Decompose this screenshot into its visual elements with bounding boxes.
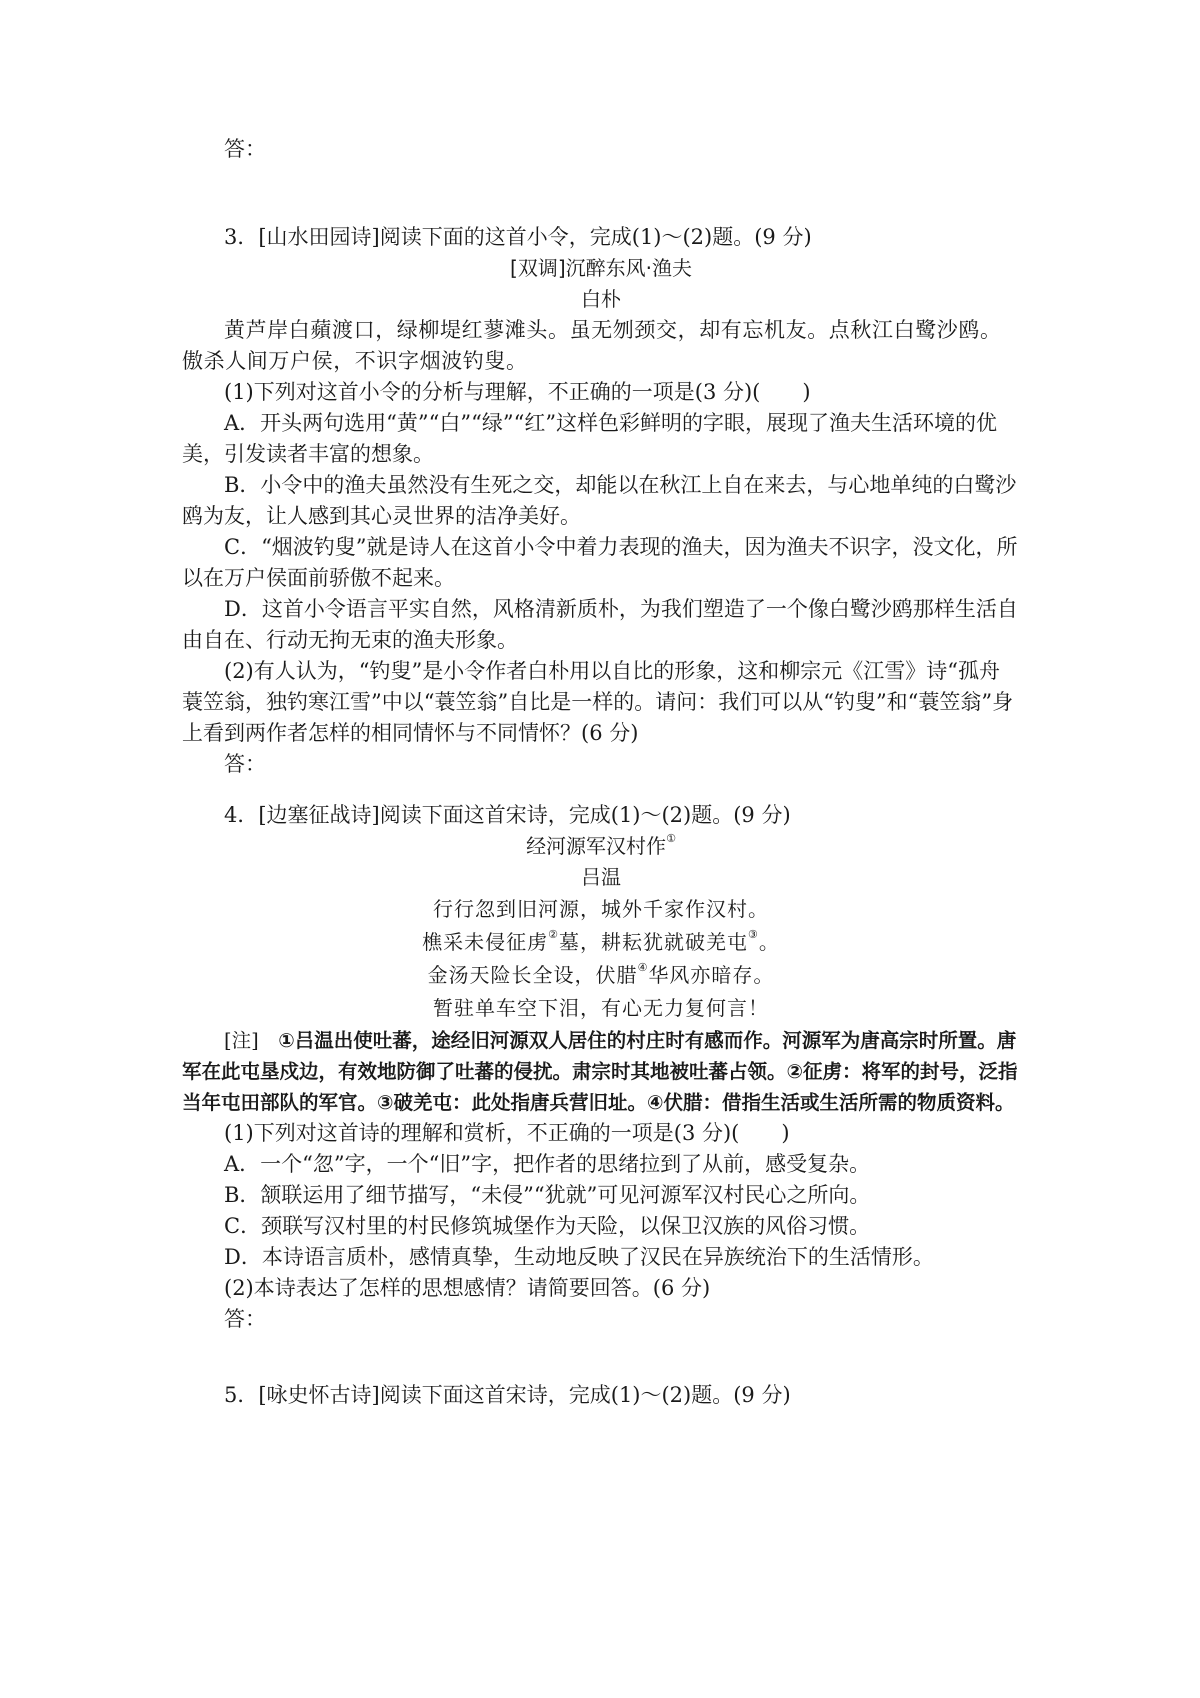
option-a: A．开头两句选用“黄”“白”“绿”“红”这样色彩鲜明的字眼，展现了渔夫生活环境的优美，引发读者丰富的想象。: [182, 411, 998, 466]
poem-body: [182, 893, 1020, 1025]
option-c: C．“烟波钓叟”就是诗人在这首小令中着力表现的渔夫，因为渔夫不识字，没文化，所以在万户侯面前骄傲不起来。: [182, 535, 1018, 590]
answer-label: 答：: [224, 752, 266, 776]
footnote-mark: ③: [748, 928, 759, 942]
footnote-mark: ①: [666, 832, 676, 846]
answer-label: 答：: [224, 1307, 266, 1331]
question-5-heading: 5．[咏史怀古诗]阅读下面这首宋诗，完成(1)～(2)题。(9 分): [224, 1383, 791, 1407]
sub-question-2: (2)有人认为，“钓叟”是小令作者白朴用以自比的形象，这和柳宗元《江雪》诗“孤舟蓑笠翁，独钓寒江雪”中以“蓑笠翁”自比是一样的。请问：我们可以从“钓叟”和“蓑笠翁”身上看到两作者怎样的相同情怀与不同情怀？(6 分): [182, 659, 1014, 745]
question-4-heading: 4．[边塞征战诗]阅读下面这首宋诗，完成(1)～(2)题。(9 分): [224, 803, 791, 827]
option-a: A．一个“忽”字，一个“旧”字，把作者的思绪拉到了从前，感受复杂。: [224, 1152, 871, 1176]
sub-question-1: (1)下列对这首诗的理解和赏析，不正确的一项是(3 分)( ): [224, 1121, 790, 1145]
footnote-mark: ④: [637, 961, 649, 975]
question-3: [182, 222, 1020, 780]
poem-line-3-part-b: 华风亦暗存。: [648, 963, 775, 987]
option-d: D．本诗语言质朴，感情真挚，生动地反映了汉民在异族统治下的生活情形。: [224, 1245, 934, 1269]
sub-question-1: (1)下列对这首小令的分析与理解，不正确的一项是(3 分)( ): [224, 380, 811, 404]
poem-line-1: 行行忽到旧河源，城外千家作汉村。: [433, 897, 769, 921]
option-d: D．这首小令语言平实自然，风格清新质朴，为我们塑造了一个像白鹭沙鸥那样生活自由自在、行动无拘无束的渔夫形象。: [182, 597, 1018, 652]
poem-author: 白朴: [581, 287, 621, 311]
question-3-heading: 3．[山水田园诗]阅读下面的这首小令，完成(1)～(2)题。(9 分): [224, 225, 812, 249]
note-tag: [注]: [224, 1029, 259, 1052]
poem-author: 吕温: [581, 865, 621, 889]
poem-line-2-part-a: 樵采未侵征虏: [422, 930, 549, 954]
poem-line-2: [182, 926, 1020, 959]
answer-label-top: [182, 134, 1020, 165]
poem-title: [182, 831, 1020, 862]
note-text: ①吕温出使吐蕃，途经旧河源双人居住的村庄时有感而作。河源军为唐高宗时所置。唐军在此屯垦戍边，有效地防御了吐蕃的侵扰。肃宗时其地被吐蕃占领。②征虏：将军的封号，泛指当年屯田部队的军官。③破羌屯：此处指唐兵营旧址。④伏腊：借指生活或生活所需的物质资料。: [182, 1029, 1018, 1114]
sub-question-2: (2)本诗表达了怎样的思想感情？请简要回答。(6 分): [224, 1276, 711, 1300]
poem-line-2-part-b: 墓，耕耘犹就破羌屯: [559, 930, 748, 954]
option-c: C．颈联写汉村里的村民修筑城堡作为天险，以保卫汉族的风俗习惯。: [224, 1214, 871, 1238]
poem-line-2-part-c: 。: [758, 930, 780, 954]
poem-line-3: [182, 959, 1020, 992]
poem-line-4: 暂驻单车空下泪，有心无力复何言！: [433, 996, 769, 1020]
footnote-mark: ②: [548, 928, 559, 942]
poem-title: [双调]沉醉东风·渔夫: [510, 256, 692, 280]
poem-title-text: 经河源军汉村作: [526, 834, 667, 858]
answer-label: 答：: [224, 137, 266, 161]
question-5: [182, 1380, 1020, 1411]
annotation-note: [182, 1025, 1020, 1118]
poem-text: 黄芦岸白蘋渡口，绿柳堤红蓼滩头。虽无刎颈交，却有忘机友。点秋江白鹭沙鸥。傲杀人间万户侯，不识字烟波钓叟。: [182, 318, 1002, 373]
option-b: B．小令中的渔夫虽然没有生死之交，却能以在秋江上自在来去，与心地单纯的白鹭沙鸥为友，让人感到其心灵世界的洁净美好。: [182, 473, 1017, 528]
option-b: B．颔联运用了细节描写，“未侵”“犹就”可见河源军汉村民心之所向。: [224, 1183, 871, 1207]
question-4: [182, 800, 1020, 1335]
poem-line-3-part-a: 金汤天险长全设，伏腊: [427, 963, 638, 987]
